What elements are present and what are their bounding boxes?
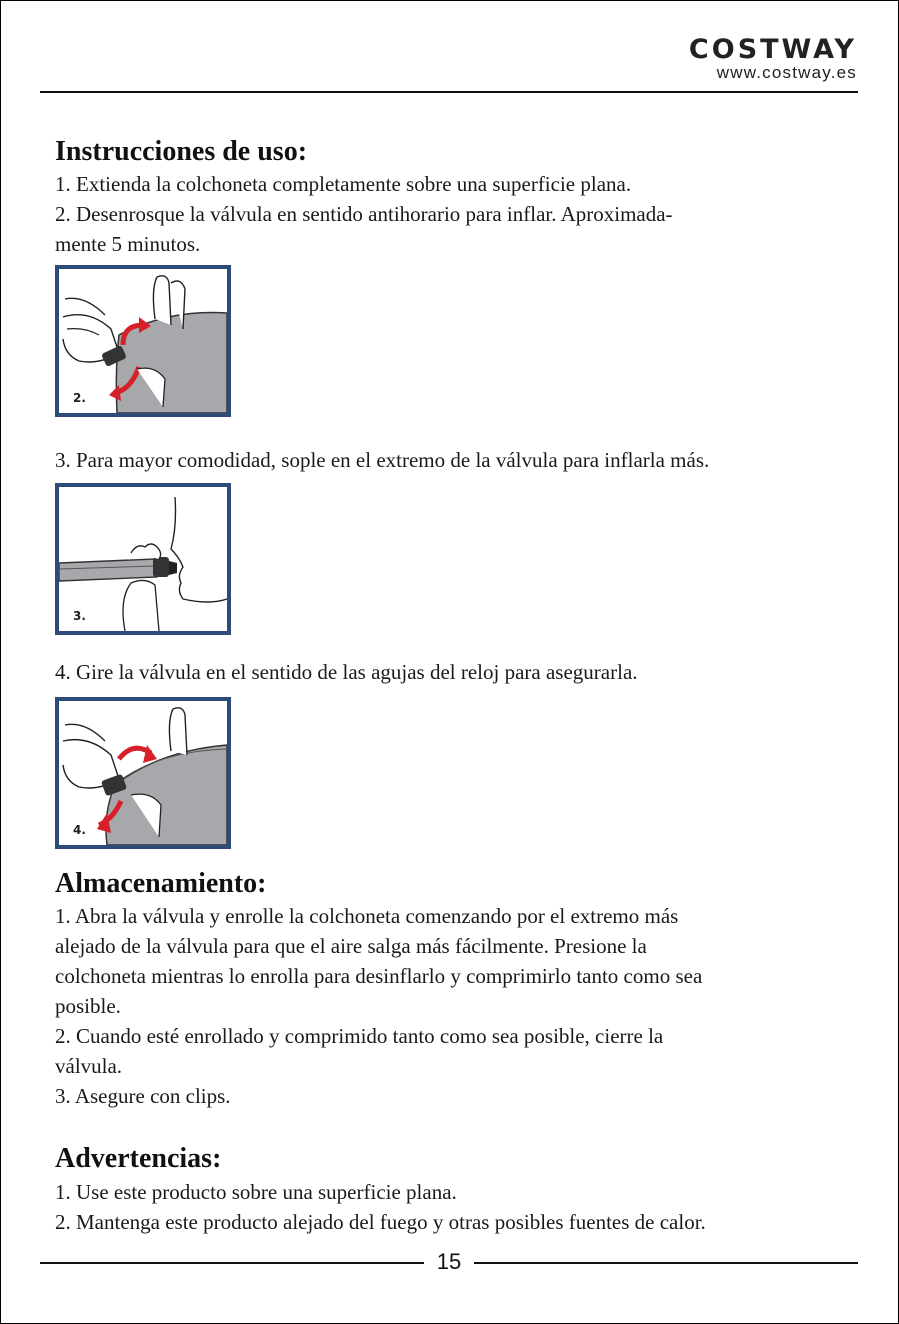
warning-line: 1. Use este producto sobre una superficie plana. — [55, 1180, 457, 1204]
figure-step-3 — [55, 483, 231, 635]
brand-logo — [689, 36, 857, 82]
footer-divider-right — [474, 1262, 858, 1264]
brand-name: COSTWAY — [688, 34, 857, 65]
brand-url: www.costway.es — [716, 63, 857, 82]
warning-line: 2. Mantenga este producto alejado del fuego y otras posibles fuentes de calor. — [55, 1210, 706, 1234]
storage-line: alejado de la válvula para que el aire salga más fácilmente. Presione la — [55, 934, 647, 958]
storage-line: colchoneta mientras lo enrolla para desinflarlo y comprimirlo tanto como sea — [55, 964, 703, 988]
storage-line: 2. Cuando esté enrollado y comprimido tanto como sea posible, cierre la — [55, 1024, 664, 1048]
figure-label: 2. — [73, 391, 86, 405]
usage-step-2-line-1: 2. Desenrosque la válvula en sentido antihorario para inflar. Aproximada- — [55, 202, 673, 226]
storage-heading: Almacenamiento: — [55, 868, 267, 899]
storage-line: posible. — [55, 994, 121, 1018]
figure-step-4 — [55, 697, 231, 849]
storage-text — [55, 901, 855, 1111]
usage-step-1: 1. Extienda la colchoneta completamente sobre una superficie plana. — [55, 172, 632, 196]
usage-step-2-line-2: mente 5 minutos. — [55, 232, 201, 256]
figure-step-2 — [55, 265, 231, 417]
warnings-heading: Advertencias: — [55, 1143, 222, 1174]
usage-heading: Instrucciones de uso: — [55, 136, 308, 167]
storage-line: válvula. — [55, 1054, 123, 1078]
warnings-text — [55, 1177, 855, 1237]
page-number: 15 — [436, 1249, 462, 1274]
storage-line: 3. Asegure con clips. — [55, 1084, 231, 1108]
usage-step-3: 3. Para mayor comodidad, sople en el extremo de la válvula para inflarla más. — [55, 448, 710, 472]
usage-step-2 — [55, 199, 855, 259]
storage-line: 1. Abra la válvula y enrolle la colchoneta comenzando por el extremo más — [55, 904, 679, 928]
footer-divider-left — [40, 1262, 424, 1264]
figure-label: 3. — [73, 609, 86, 623]
usage-step-4: 4. Gire la válvula en el sentido de las agujas del reloj para asegurarla. — [55, 660, 638, 684]
header-divider — [40, 91, 858, 93]
figure-label: 4. — [73, 823, 86, 837]
